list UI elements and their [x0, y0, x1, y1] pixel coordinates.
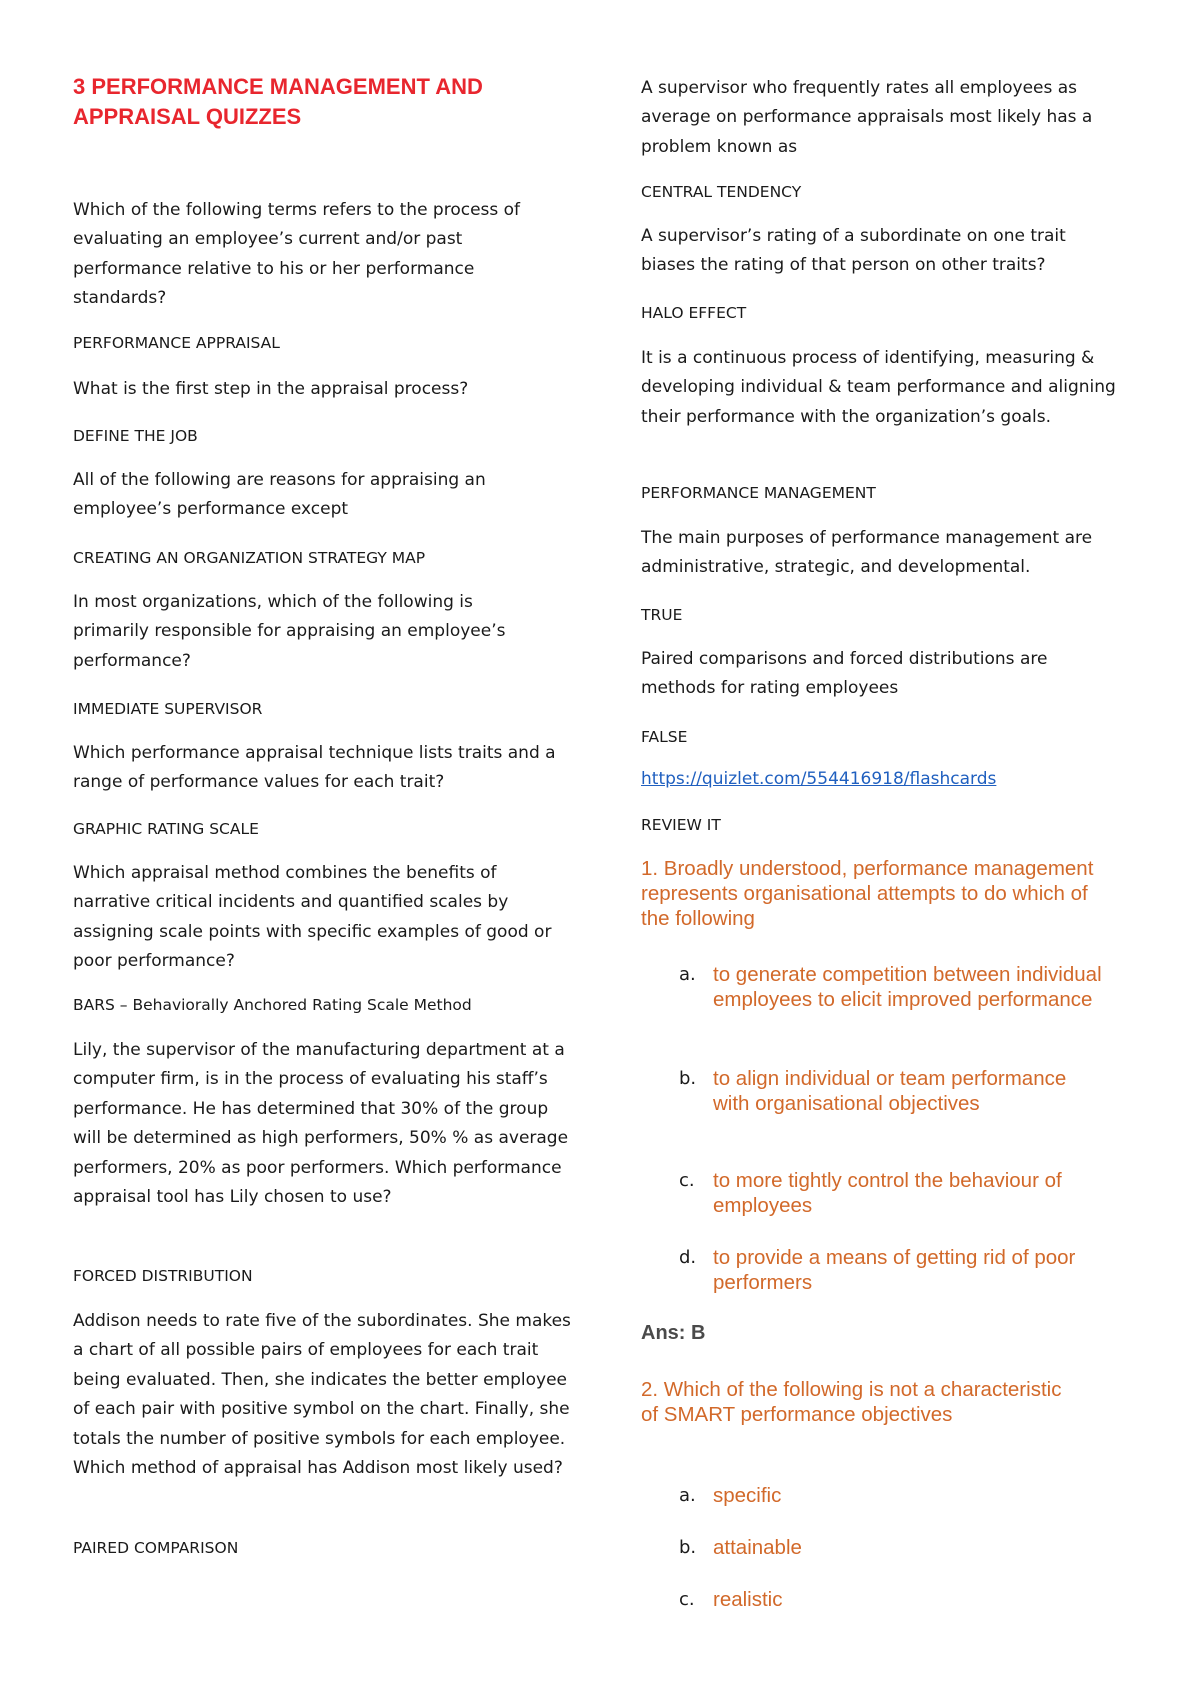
answer-text: GRAPHIC RATING SCALE	[73, 820, 259, 838]
question-text: Addison needs to rate five of the subordinates. She makes a chart of all possible pairs of employees for each trait being evaluated. Then, she indicates the better employee of each pair with positive symbol on the chart. Finally, she totals the number of positive symbols for each employee. Which method of appraisal has Addison most likely used?	[73, 1311, 571, 1479]
question-text: A supervisor who frequently rates all employees as average on performance appraisals most likely has a problem known as	[641, 78, 1093, 157]
quizlet-flashcards-link[interactable]: https://quizlet.com/554416918/flashcards	[641, 769, 997, 789]
document-title: 3 PERFORMANCE MANAGEMENT AND APPRAISAL QUIZZES	[73, 74, 483, 129]
option-text: specific	[713, 1484, 782, 1507]
question-text: It is a continuous process of identifying, measuring & developing individual & team performance and aligning their performance with the organization’s goals.	[641, 348, 1116, 427]
option-letter: a.	[679, 964, 696, 985]
option-text: to more tightly control the behaviour of employees	[713, 1169, 1062, 1217]
question-text: A supervisor’s rating of a subordinate on one trait biases the rating of that person on other traits?	[641, 226, 1066, 276]
answer-text: BARS – Behaviorally Anchored Rating Scale Method	[73, 996, 472, 1014]
answer-text: CREATING AN ORGANIZATION STRATEGY MAP	[73, 549, 426, 567]
question-text: Paired comparisons and forced distributions are methods for rating employees	[641, 649, 1048, 699]
option-letter: b.	[679, 1068, 697, 1089]
answer-text: FALSE	[641, 728, 688, 746]
question-text: Which performance appraisal technique lists traits and a range of performance values for each trait?	[73, 743, 556, 793]
option-text: attainable	[713, 1536, 802, 1559]
review-label: REVIEW IT	[641, 816, 721, 834]
answer-text: PAIRED COMPARISON	[73, 1539, 239, 1557]
question-text: All of the following are reasons for appraising an employee’s performance except	[73, 470, 486, 520]
answer-text: HALO EFFECT	[641, 304, 747, 322]
question-text: In most organizations, which of the following is primarily responsible for appraising an employee’s performance?	[73, 592, 506, 671]
option-letter: d.	[679, 1247, 697, 1268]
answer-text: PERFORMANCE MANAGEMENT	[641, 484, 876, 502]
option-text: to provide a means of getting rid of poor performers	[713, 1246, 1076, 1294]
answer-text: CENTRAL TENDENCY	[641, 183, 802, 201]
review-question-2: 2. Which of the following is not a characteristic of SMART performance objectives	[641, 1378, 1062, 1426]
question-text: Which appraisal method combines the benefits of narrative critical incidents and quantified scales by assigning scale points with specific examples of good or poor performance?	[73, 863, 552, 972]
option-letter: a.	[679, 1485, 696, 1506]
option-text: realistic	[713, 1588, 783, 1611]
answer-label: Ans: B	[641, 1322, 706, 1344]
answer-text: IMMEDIATE SUPERVISOR	[73, 700, 263, 718]
review-question-1: 1. Broadly understood, performance management represents organisational attempts to do which of the following	[641, 857, 1094, 930]
answer-text: TRUE	[641, 606, 683, 624]
answer-text: PERFORMANCE APPRAISAL	[73, 334, 280, 352]
question-text: Lily, the supervisor of the manufacturing department at a computer firm, is in the process of evaluating his staff’s performance. He has determined that 30% of the group will be determined as high performers, 50% % as average performers, 20% as poor performers. Which performance appraisal tool has Lily chosen to use?	[73, 1040, 569, 1208]
option-text: to generate competition between individual employees to elicit improved performance	[713, 963, 1102, 1011]
question-text: Which of the following terms refers to the process of evaluating an employee’s current and/or past performance relative to his or her performance standards?	[73, 200, 521, 309]
option-letter: c.	[679, 1589, 695, 1610]
question-text: The main purposes of performance management are administrative, strategic, and developmental.	[641, 528, 1093, 578]
option-text: to align individual or team performance with organisational objectives	[713, 1067, 1067, 1115]
answer-text: DEFINE THE JOB	[73, 427, 198, 445]
option-letter: b.	[679, 1537, 697, 1558]
question-text: What is the first step in the appraisal process?	[73, 379, 469, 399]
option-letter: c.	[679, 1170, 695, 1191]
answer-text: FORCED DISTRIBUTION	[73, 1267, 253, 1285]
